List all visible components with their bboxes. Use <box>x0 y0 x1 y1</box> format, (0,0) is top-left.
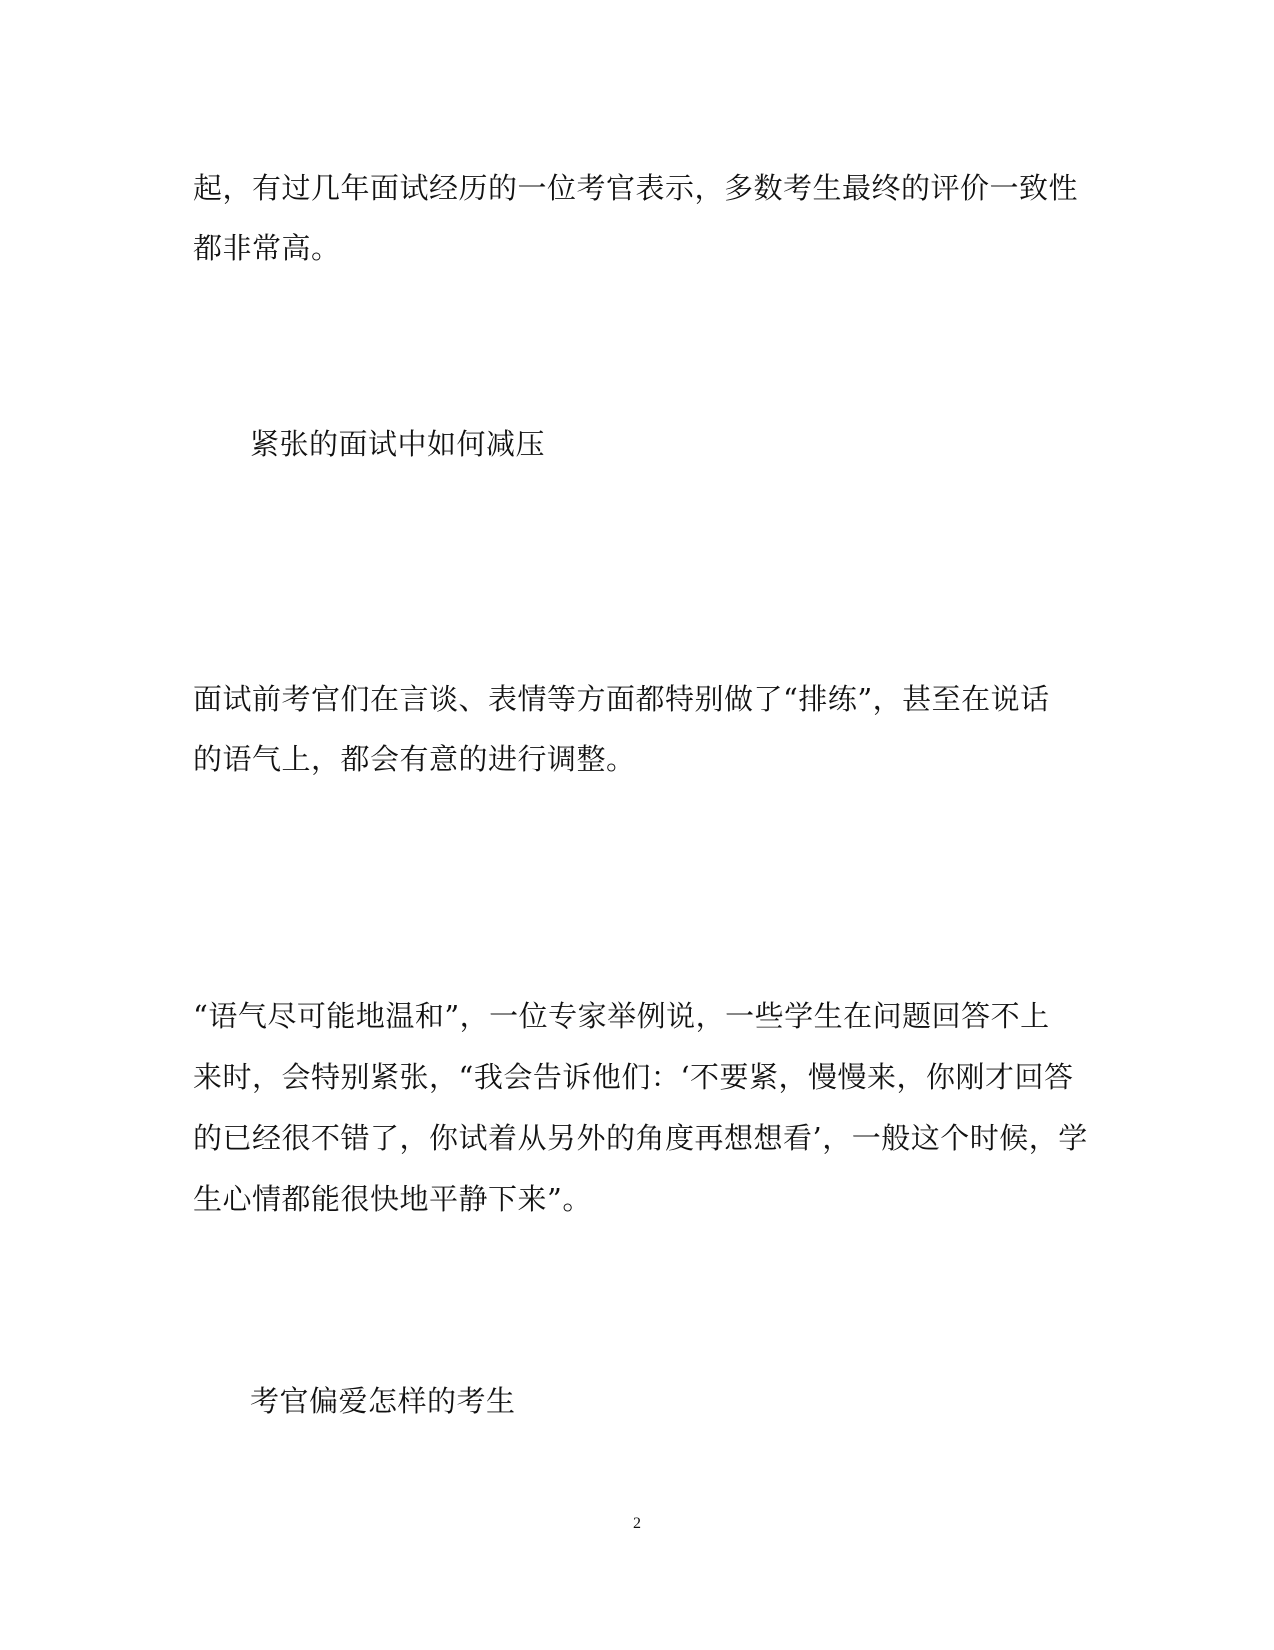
paragraph-2-line-2: 的语气上，都会有意的进行调整。 <box>193 742 636 776</box>
paragraph-3-line-1: “语气尽可能地温和”，一位专家举例说，一些学生在问题回答不上 <box>193 999 1050 1033</box>
section-heading-preferred-candidates: 考官偏爱怎样的考生 <box>250 1384 516 1418</box>
section-heading-reduce-stress: 紧张的面试中如何减压 <box>250 427 546 461</box>
page-number: 2 <box>633 1515 641 1532</box>
paragraph-1-line-1: 起，有过几年面试经历的一位考官表示，多数考生最终的评价一致性 <box>193 171 1079 205</box>
paragraph-1-line-2: 都非常高。 <box>193 231 341 265</box>
paragraph-3-line-2: 来时，会特别紧张，“我会告诉他们：‘不要紧，慢慢来，你刚才回答 <box>193 1060 1074 1094</box>
paragraph-3-line-4: 生心情都能很快地平静下来”。 <box>193 1182 592 1216</box>
paragraph-2-line-1: 面试前考官们在言谈、表情等方面都特别做了“排练”，甚至在说话 <box>193 682 1050 716</box>
paragraph-3-line-3: 的已经很不错了，你试着从另外的角度再想想看’，一般这个时候，学 <box>193 1121 1088 1155</box>
